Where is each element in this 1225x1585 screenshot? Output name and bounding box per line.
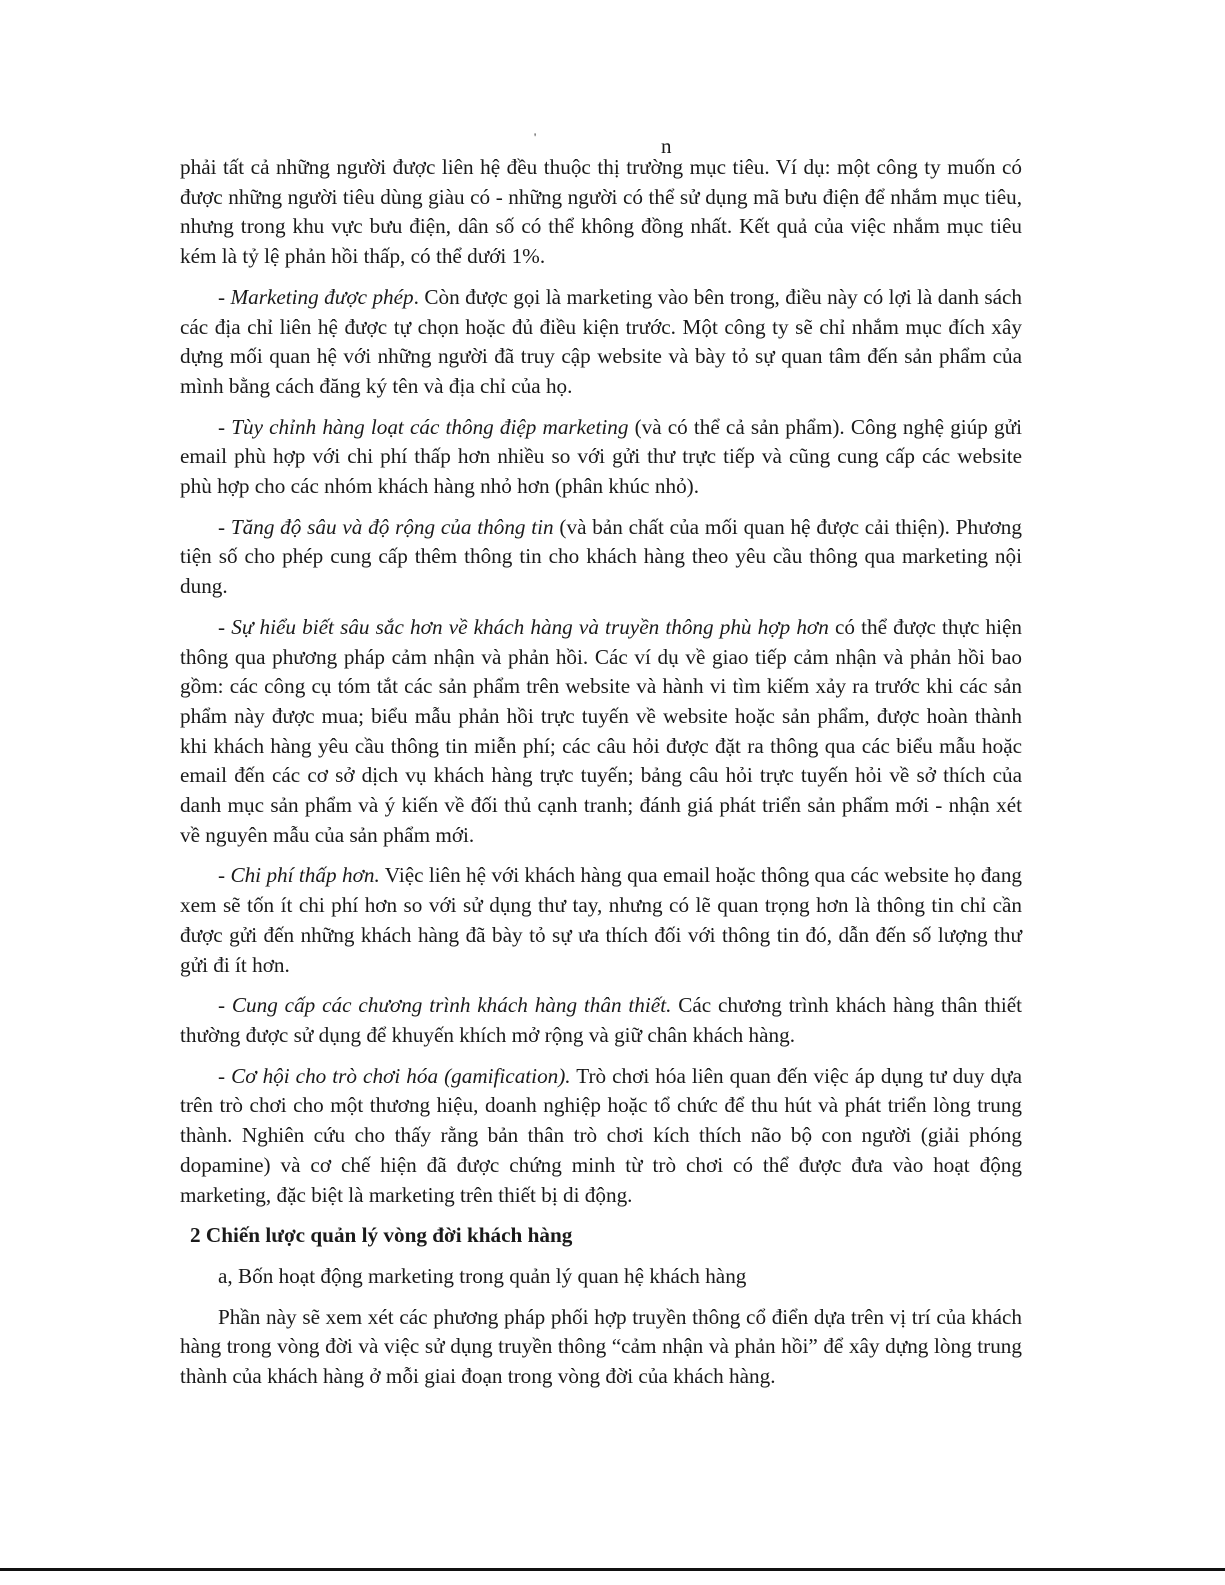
bullet-dash: - [218, 614, 232, 639]
section-subheading: a, Bốn hoạt động marketing trong quản lý quan hệ khách hàng [218, 1263, 747, 1288]
paragraph-body: Các chương trình khách hàng thân thiết thường được sử dụng để khuyến khích mở rộng và giữ chân khách hàng. [180, 993, 1022, 1047]
paragraph-body: (và bản chất của mối quan hệ được cải thiện). Phương tiện số cho phép cung cấp thêm thông tin cho khách hàng theo yêu cầu thông qua marketing nội dung. [180, 514, 1022, 599]
paragraph-body: Trò chơi hóa liên quan đến việc áp dụng tư duy dựa trên trò chơi cho một thương hiệu, doanh nghiệp hoặc tổ chức để thu hút và phát triển lòng trung thành. Nghiên cứu cho thấy rằng bản thân trò chơi kích thích não bộ con người (giải phóng dopamine) và cơ chế hiện đã được chứng minh từ trò chơi có thể được đưa vào hoạt động marketing, đặc biệt là marketing trên thiết bị di động. [180, 1063, 1022, 1207]
bullet-dash: - [218, 514, 231, 539]
term-italic: Tăng độ sâu và độ rộng của thông tin [230, 514, 554, 539]
term-italic: Sự hiểu biết sâu sắc hơn về khách hàng và truyền thông phù hợp hơn [231, 614, 829, 639]
paragraph-customer-insight [180, 613, 1022, 851]
paragraph-lower-cost [180, 861, 1022, 980]
paragraph-body: . Còn được gọi là marketing vào bên trong, điều này có lợi là danh sách các địa chỉ liên hệ được tự chọn hoặc đủ điều kiện trước. Một công ty sẽ chỉ nhắm mục đích xây dựng mối quan hệ với những người đã truy cập website và bày tỏ sự quan tâm đến sản phẩm của mình bằng cách đăng ký tên và địa chỉ của họ. [180, 284, 1022, 398]
page-number: n [661, 134, 672, 158]
section-body-paragraph: Phần này sẽ xem xét các phương pháp phối hợp truyền thông cổ điển dựa trên vị trí của khách hàng trong vòng đời và việc sử dụng truyền thông “cảm nhận và phản hồi” để xây dựng lòng trung thành của khách hàng ở mỗi giai đoạn trong vòng đời của khách hàng. [180, 1304, 1022, 1389]
body-text [180, 153, 1022, 1403]
term-italic: Tùy chỉnh hàng loạt các thông điệp marketing [231, 414, 629, 439]
header-tick-mark: ' [534, 130, 537, 144]
bullet-dash: - [218, 863, 231, 888]
term-italic: Cung cấp các chương trình khách hàng thân thiết. [231, 993, 672, 1018]
paragraph-loyalty-programs [180, 991, 1022, 1050]
paragraph-information-depth [180, 513, 1022, 602]
paragraph-body: (và có thể cả sản phẩm). Công nghệ giúp gửi email phù hợp với chi phí thấp hơn nhiều so với gửi thư trực tiếp và cũng cung cấp các website phù hợp cho các nhóm khách hàng nhỏ hơn (phân khúc nhỏ). [180, 414, 1022, 499]
bullet-dash: - [218, 1063, 232, 1088]
paragraph-body: Việc liên hệ với khách hàng qua email hoặc thông qua các website họ đang xem sẽ tốn ít chi phí hơn so với sử dụng thư tay, nhưng có lẽ quan trọng hơn là thông tin chỉ cần được gửi đến những khách hàng đã bày tỏ sự ưa thích đối với thông tin đó, dẫn đến số lượng thư gửi đi ít hơn. [180, 863, 1023, 977]
paragraph-gamification [180, 1062, 1022, 1211]
term-italic: Chi phí thấp hơn. [230, 863, 380, 888]
paragraph-permission-marketing [180, 283, 1022, 402]
paragraph-mass-customization [180, 413, 1022, 502]
bullet-dash: - [218, 993, 232, 1018]
paragraph-body: có thể được thực hiện thông qua phương pháp cảm nhận và phản hồi. Các ví dụ về giao tiếp cảm nhận và phản hồi bao gồm: các công cụ tóm tắt các sản phẩm trên website và hành vi tìm kiếm xảy ra trước khi các sản phẩm này được mua; biểu mẫu phản hồi trực tuyến về website hoặc sản phẩm, được hoàn thành khi khách hàng yêu cầu thông tin miễn phí; các câu hỏi được đặt ra thông qua các biểu mẫu hoặc email đến các cơ sở dịch vụ khách hàng trực tuyến; bảng câu hỏi trực tuyến hỏi về sở thích của danh mục sản phẩm và ý kiến về đối thủ cạnh tranh; đánh giá phát triển sản phẩm mới - nhận xét về nguyên mẫu của sản phẩm mới. [180, 614, 1022, 847]
paragraph-continuation: phải tất cả những người được liên hệ đều thuộc thị trường mục tiêu. Ví dụ: một công ty muốn có được những người tiêu dùng giàu có - những người có thể sử dụng mã bưu điện để nhắm mục tiêu, nhưng trong khu vực bưu điện, dân số có thể không đồng nhất. Kết quả của việc nhắm mục tiêu kém là tỷ lệ phản hồi thấp, có thể dưới 1%. [180, 155, 1022, 269]
term-italic: Marketing được phép [230, 284, 414, 309]
bullet-dash: - [218, 284, 231, 309]
section-heading: 2 Chiến lược quản lý vòng đời khách hàng [190, 1223, 573, 1248]
bottom-border-line [0, 1568, 1225, 1571]
bullet-dash: - [218, 414, 232, 439]
term-italic: Cơ hội cho trò chơi hóa (gamification). [231, 1063, 571, 1088]
